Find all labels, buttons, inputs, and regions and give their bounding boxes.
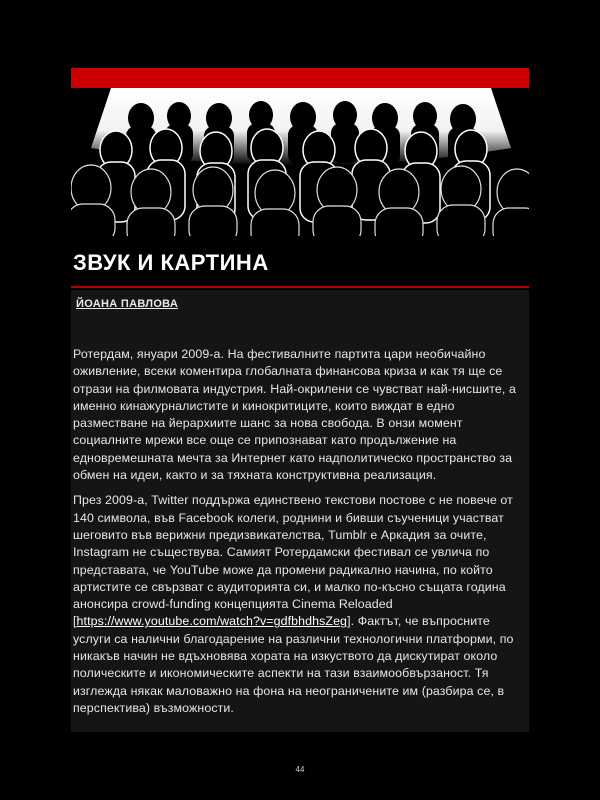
paragraph-2	[73, 492, 529, 717]
article-body	[73, 346, 529, 725]
page-number: 44	[295, 765, 305, 774]
paragraph-2-text-after: ]. Фактът, че въпросните услуги са налични благодарение на различни технологични платформи, по никакъв начин не вдъхновява хората на изкуството да дискутират около полическите и икономическите аспекти на тази взаимообвързаност. Тя изглежда някак маловажно на фона на неограничените им (разбира се, в перспектива) възможности.	[73, 614, 514, 715]
cinema-audience-illustration	[71, 88, 529, 236]
youtube-link[interactable]: https://www.youtube.com/watch?v=gdfbhdhsZeg	[76, 614, 348, 629]
audience-silhouette-graphic	[71, 88, 529, 236]
author-name: ЙОАНА ПАВЛОВА	[76, 298, 179, 310]
title-divider	[71, 286, 529, 288]
paragraph-1: Ротердам, януари 2009-а. На фестивалните партита цари необичайно оживление, всеки коментира глобалната финансова криза и как тя ще се отрази на филмовата индустрия. Най-окрилени се чувстват най-нисшите, а именно кинажурналистите и кинокритиците, които виждат в едно разместване на йерархиите шанс за нова свобода. В онзи момент социалните мрежи все още се припознават като продължение на едновремешната мечта за Интернет като надполитическо пространство за обмен на идеи, както и за тяхната конструктивна реализация.	[73, 347, 516, 483]
paragraph-2-text-before: През 2009-а, Twitter поддържа единствено текстови постове с не повече от 140 символа, във Facebook колеги, роднини и бивши съученици участват шеговито във верижни предизвикателства, Tumblr е Аркадия за очите, Instagram не съществува. Самият Ротердамски фестивал се увлича по представата, че YouTube може да промени радикално начина, по който артистите се свързват с аудиторията си, и малко по-късно същата година анонсира crowd-funding концепцията Cinema Reloaded [	[73, 493, 513, 629]
red-header-band	[71, 68, 529, 88]
page-title: ЗВУК И КАРТИНА	[73, 250, 269, 275]
